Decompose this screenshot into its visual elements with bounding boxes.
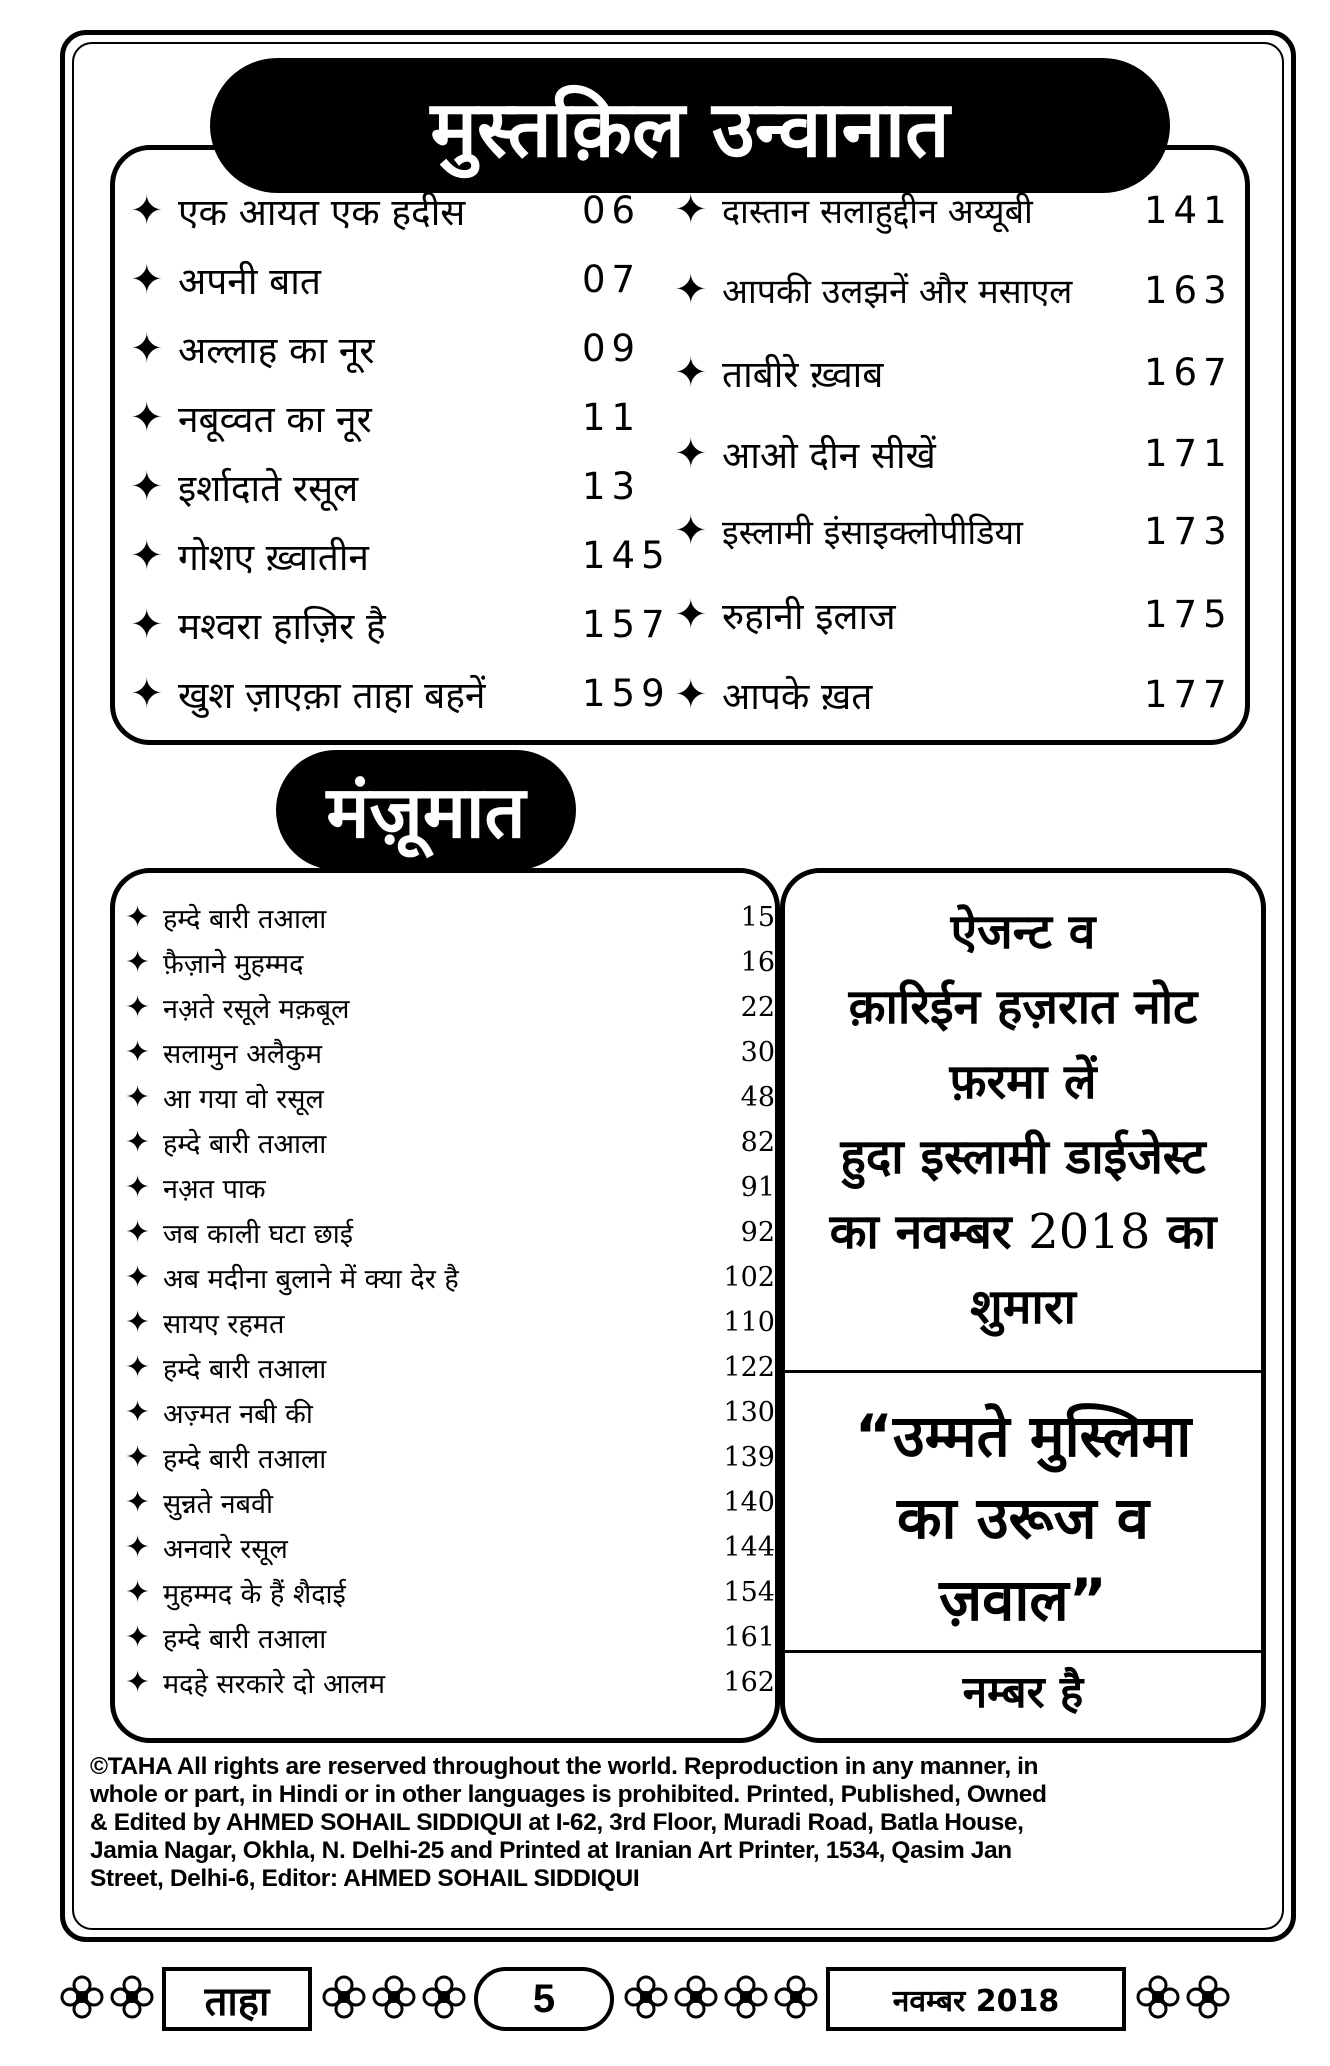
poem-label: मदहे सरकारे दो आलम: [163, 1669, 386, 1700]
toc-item[interactable]: [130, 461, 642, 512]
toc-page: 177: [1144, 673, 1233, 716]
poem-label: हम्दे बारी तआला: [163, 1444, 327, 1475]
bullet-icon: ✦: [125, 945, 151, 980]
flower-icon: [674, 1975, 718, 2019]
flower-icon: [1136, 1975, 1180, 2019]
poem-label: नअ़त पाक: [163, 1174, 266, 1205]
bullet-icon: ✦: [125, 900, 151, 935]
bullet-icon: ✦: [674, 430, 708, 477]
poem-page: 161: [723, 1622, 775, 1653]
bullet-icon: ✦: [125, 1350, 151, 1385]
toc-item[interactable]: [674, 187, 1233, 233]
poem-label: फ़ैज़ाने मुहम्मद: [163, 949, 304, 980]
toc-item[interactable]: [130, 668, 671, 719]
poem-page: 162: [723, 1667, 775, 1698]
bullet-icon: ✦: [125, 1620, 151, 1655]
toc-item[interactable]: [674, 428, 1233, 479]
poem-item[interactable]: [125, 1079, 775, 1116]
bullet-icon: ✦: [674, 671, 708, 718]
poem-page: 154: [723, 1577, 775, 1608]
poem-page: 140: [723, 1487, 775, 1518]
toc-label: नबूव्वत का नूर: [178, 398, 372, 441]
bullet-icon: ✦: [125, 1440, 151, 1475]
poem-page: 22: [740, 992, 775, 1023]
poem-page: 92: [740, 1217, 775, 1248]
bullet-icon: ✦: [125, 1170, 151, 1205]
flower-icon: [110, 1975, 154, 2019]
toc-label: ताबीरे ख़्वाब: [722, 353, 884, 396]
bullet-icon: ✦: [125, 1080, 151, 1115]
poem-item[interactable]: [125, 1664, 775, 1701]
poem-label: सलामुन अलैकुम: [163, 1039, 323, 1070]
toc-item[interactable]: [130, 254, 642, 305]
toc-item[interactable]: [674, 508, 1233, 554]
poem-page: 110: [723, 1307, 775, 1338]
flower-icon: [624, 1975, 668, 2019]
poem-label: हम्दे बारी तआला: [163, 1129, 327, 1160]
bullet-icon: ✦: [125, 1305, 151, 1340]
toc-page: 07: [582, 258, 642, 301]
toc-item[interactable]: [130, 599, 671, 650]
poem-item[interactable]: [125, 1034, 775, 1071]
toc-item[interactable]: [130, 323, 642, 374]
notice-line: हुदा इस्लामी डाईजेस्ट: [840, 1129, 1206, 1185]
poem-item[interactable]: [125, 1394, 775, 1431]
poem-item[interactable]: [125, 1304, 775, 1341]
poem-label: नअ़ते रसूले मक़बूल: [163, 994, 350, 1025]
flower-icon: [322, 1975, 366, 2019]
issue-year: 2018: [1028, 1204, 1151, 1260]
toc-label: अल्लाह का नूर: [178, 329, 375, 372]
toc-label: आपके ख़त: [722, 675, 873, 718]
toc-item[interactable]: [674, 589, 1233, 640]
toc-label: इस्लामी इंसाइक्लोपीडिया: [722, 513, 1023, 553]
poem-label: हम्दे बारी तआला: [163, 1354, 327, 1385]
poem-page: 139: [723, 1442, 775, 1473]
toc-page: 167: [1144, 351, 1233, 394]
toc-page: 06: [582, 189, 642, 232]
toc-item[interactable]: [674, 267, 1233, 313]
poem-item[interactable]: [125, 1259, 775, 1296]
toc-page: 13: [582, 465, 642, 508]
toc-page: 175: [1144, 593, 1233, 636]
toc-page: 157: [582, 603, 671, 646]
toc-page: 171: [1144, 432, 1233, 475]
poem-item[interactable]: [125, 1529, 775, 1566]
toc-label: एक आयत एक हदीस: [178, 191, 466, 234]
toc-label: गोशए ख़्वातीन: [178, 536, 369, 579]
poems-title: मंज़ूमात: [276, 750, 576, 870]
notice-line: का नवम्बर 2018 का: [829, 1204, 1217, 1260]
toc-label: आओ दीन सीखें: [722, 434, 936, 477]
magazine-name: ताहा: [162, 1967, 312, 2031]
poem-label: आ गया वो रसूल: [163, 1084, 324, 1115]
toc-page: 163: [1144, 268, 1233, 312]
bullet-icon: ✦: [130, 325, 164, 372]
poem-label: मुहम्मद के हैं शैदाई: [163, 1579, 346, 1610]
poem-item[interactable]: [125, 1214, 775, 1251]
toc-label: रुहानी इलाज: [722, 595, 896, 638]
bullet-icon: ✦: [130, 670, 164, 717]
issue-label: नम्बर है: [962, 1667, 1084, 1718]
toc-label: अपनी बात: [178, 260, 321, 303]
flower-icon: [60, 1975, 104, 2019]
bullet-icon: ✦: [125, 1485, 151, 1520]
toc-item[interactable]: [130, 392, 642, 443]
poem-page: 16: [740, 947, 775, 978]
flower-icon: [422, 1975, 466, 2019]
poem-item[interactable]: [125, 899, 775, 936]
poem-page: 30: [740, 1037, 775, 1068]
poem-label: अज़्मत नबी की: [163, 1399, 313, 1430]
notice-line: शुमारा: [970, 1279, 1076, 1335]
bullet-icon: ✦: [125, 1125, 151, 1160]
toc-item[interactable]: [130, 530, 671, 581]
issue-date: नवम्बर 2018: [826, 1967, 1126, 2031]
poem-page: 130: [723, 1397, 775, 1428]
flower-icon: [372, 1975, 416, 2019]
poem-label: अब मदीना बुलाने में क्या देर है: [163, 1264, 459, 1295]
bullet-icon: ✦: [674, 591, 708, 638]
toc-page: 11: [582, 396, 642, 439]
regular-columns-title: मुस्तक़िल उन्वानात: [210, 58, 1170, 193]
notice-line: ऐजन्ट व: [950, 904, 1096, 960]
poem-item[interactable]: [125, 1439, 775, 1476]
poem-label: हम्दे बारी तआला: [163, 1624, 327, 1655]
bullet-icon: ✦: [125, 1035, 151, 1070]
poem-label: जब काली घटा छाई: [163, 1219, 353, 1250]
toc-item[interactable]: [130, 185, 642, 236]
toc-label: खुश ज़ाएक़ा ताहा बहनें: [178, 674, 486, 717]
poem-page: 91: [740, 1172, 775, 1203]
poem-label: सायए रहमत: [163, 1309, 285, 1340]
notice-line: फ़रमा लें: [949, 1054, 1097, 1110]
bullet-icon: ✦: [130, 187, 164, 234]
bullet-icon: ✦: [130, 463, 164, 510]
poem-page: 15: [740, 902, 775, 933]
toc-item[interactable]: [674, 669, 1233, 720]
poem-page: 122: [723, 1352, 775, 1383]
poem-page: 48: [740, 1082, 775, 1113]
flower-icon: [774, 1975, 818, 2019]
issue-headline: “उम्मते मुस्लिमा का उरूज व ज़वाल”: [854, 1402, 1192, 1634]
poem-item[interactable]: [125, 1619, 775, 1656]
bullet-icon: ✦: [130, 256, 164, 303]
toc-item[interactable]: [674, 347, 1233, 398]
poem-item[interactable]: [125, 989, 775, 1026]
poem-page: 82: [740, 1127, 775, 1158]
toc-label: दास्तान सलाहुद्दीन अय्यूबी: [722, 192, 1033, 232]
poem-item[interactable]: [125, 1349, 775, 1386]
notice-line: क़ारिईन हज़रात नोट: [848, 979, 1198, 1035]
bullet-icon: ✦: [130, 394, 164, 441]
poem-label: सुन्नते नबवी: [163, 1489, 274, 1520]
bullet-icon: ✦: [125, 1665, 151, 1700]
poem-label: हम्दे बारी तआला: [163, 904, 327, 935]
toc-label: इर्शादाते रसूल: [178, 467, 359, 510]
bullet-icon: ✦: [130, 601, 164, 648]
bullet-icon: ✦: [130, 532, 164, 579]
bullet-icon: ✦: [674, 187, 708, 233]
bullet-icon: ✦: [125, 1575, 151, 1610]
toc-page: 141: [1144, 188, 1233, 232]
toc-page: 159: [582, 672, 671, 715]
toc-label: मश्वरा हाज़िर है: [178, 605, 386, 648]
poem-item[interactable]: [125, 1574, 775, 1611]
divider: [785, 1650, 1261, 1653]
poem-item[interactable]: [125, 1124, 775, 1161]
poem-page: 144: [723, 1532, 775, 1563]
bullet-icon: ✦: [674, 349, 708, 396]
poem-page: 102: [723, 1262, 775, 1293]
bullet-icon: ✦: [674, 508, 708, 554]
bullet-icon: ✦: [125, 1215, 151, 1250]
divider: [785, 1370, 1261, 1373]
poem-label: अनवारे रसूल: [163, 1534, 288, 1565]
poem-item[interactable]: [125, 1169, 775, 1206]
bullet-icon: ✦: [674, 267, 708, 313]
flower-icon: [1186, 1975, 1230, 2019]
page-number: 5: [474, 1967, 614, 2031]
copyright-notice: ©TAHA All rights are reserved throughout the world. Reproduction in any manner, in whole or part, in Hindi or in other languages is prohibited. Printed, Published, Owned & Edited by AHMED SOHAIL SIDDIQUI at I-62, 3rd Floor, Muradi Road, Batla House, Jamia Nagar, Okhla, N. Delhi-25 and Printed at Iranian Art Printer, 1534, Qasim Jan Street, Delhi-6, Editor: AHMED SOHAIL SIDDIQUI: [90, 1753, 1047, 1892]
bullet-icon: ✦: [125, 1530, 151, 1565]
toc-page: 09: [582, 327, 642, 370]
bullet-icon: ✦: [125, 1260, 151, 1295]
footer: [60, 1965, 1296, 2045]
flower-icon: [724, 1975, 768, 2019]
poem-item[interactable]: [125, 1484, 775, 1521]
bullet-icon: ✦: [125, 990, 151, 1025]
bullet-icon: ✦: [125, 1395, 151, 1430]
toc-page: 145: [582, 534, 671, 577]
toc-page: 173: [1144, 509, 1233, 553]
toc-label: आपकी उलझनें और मसाएल: [722, 272, 1073, 312]
poem-item[interactable]: [125, 944, 775, 981]
